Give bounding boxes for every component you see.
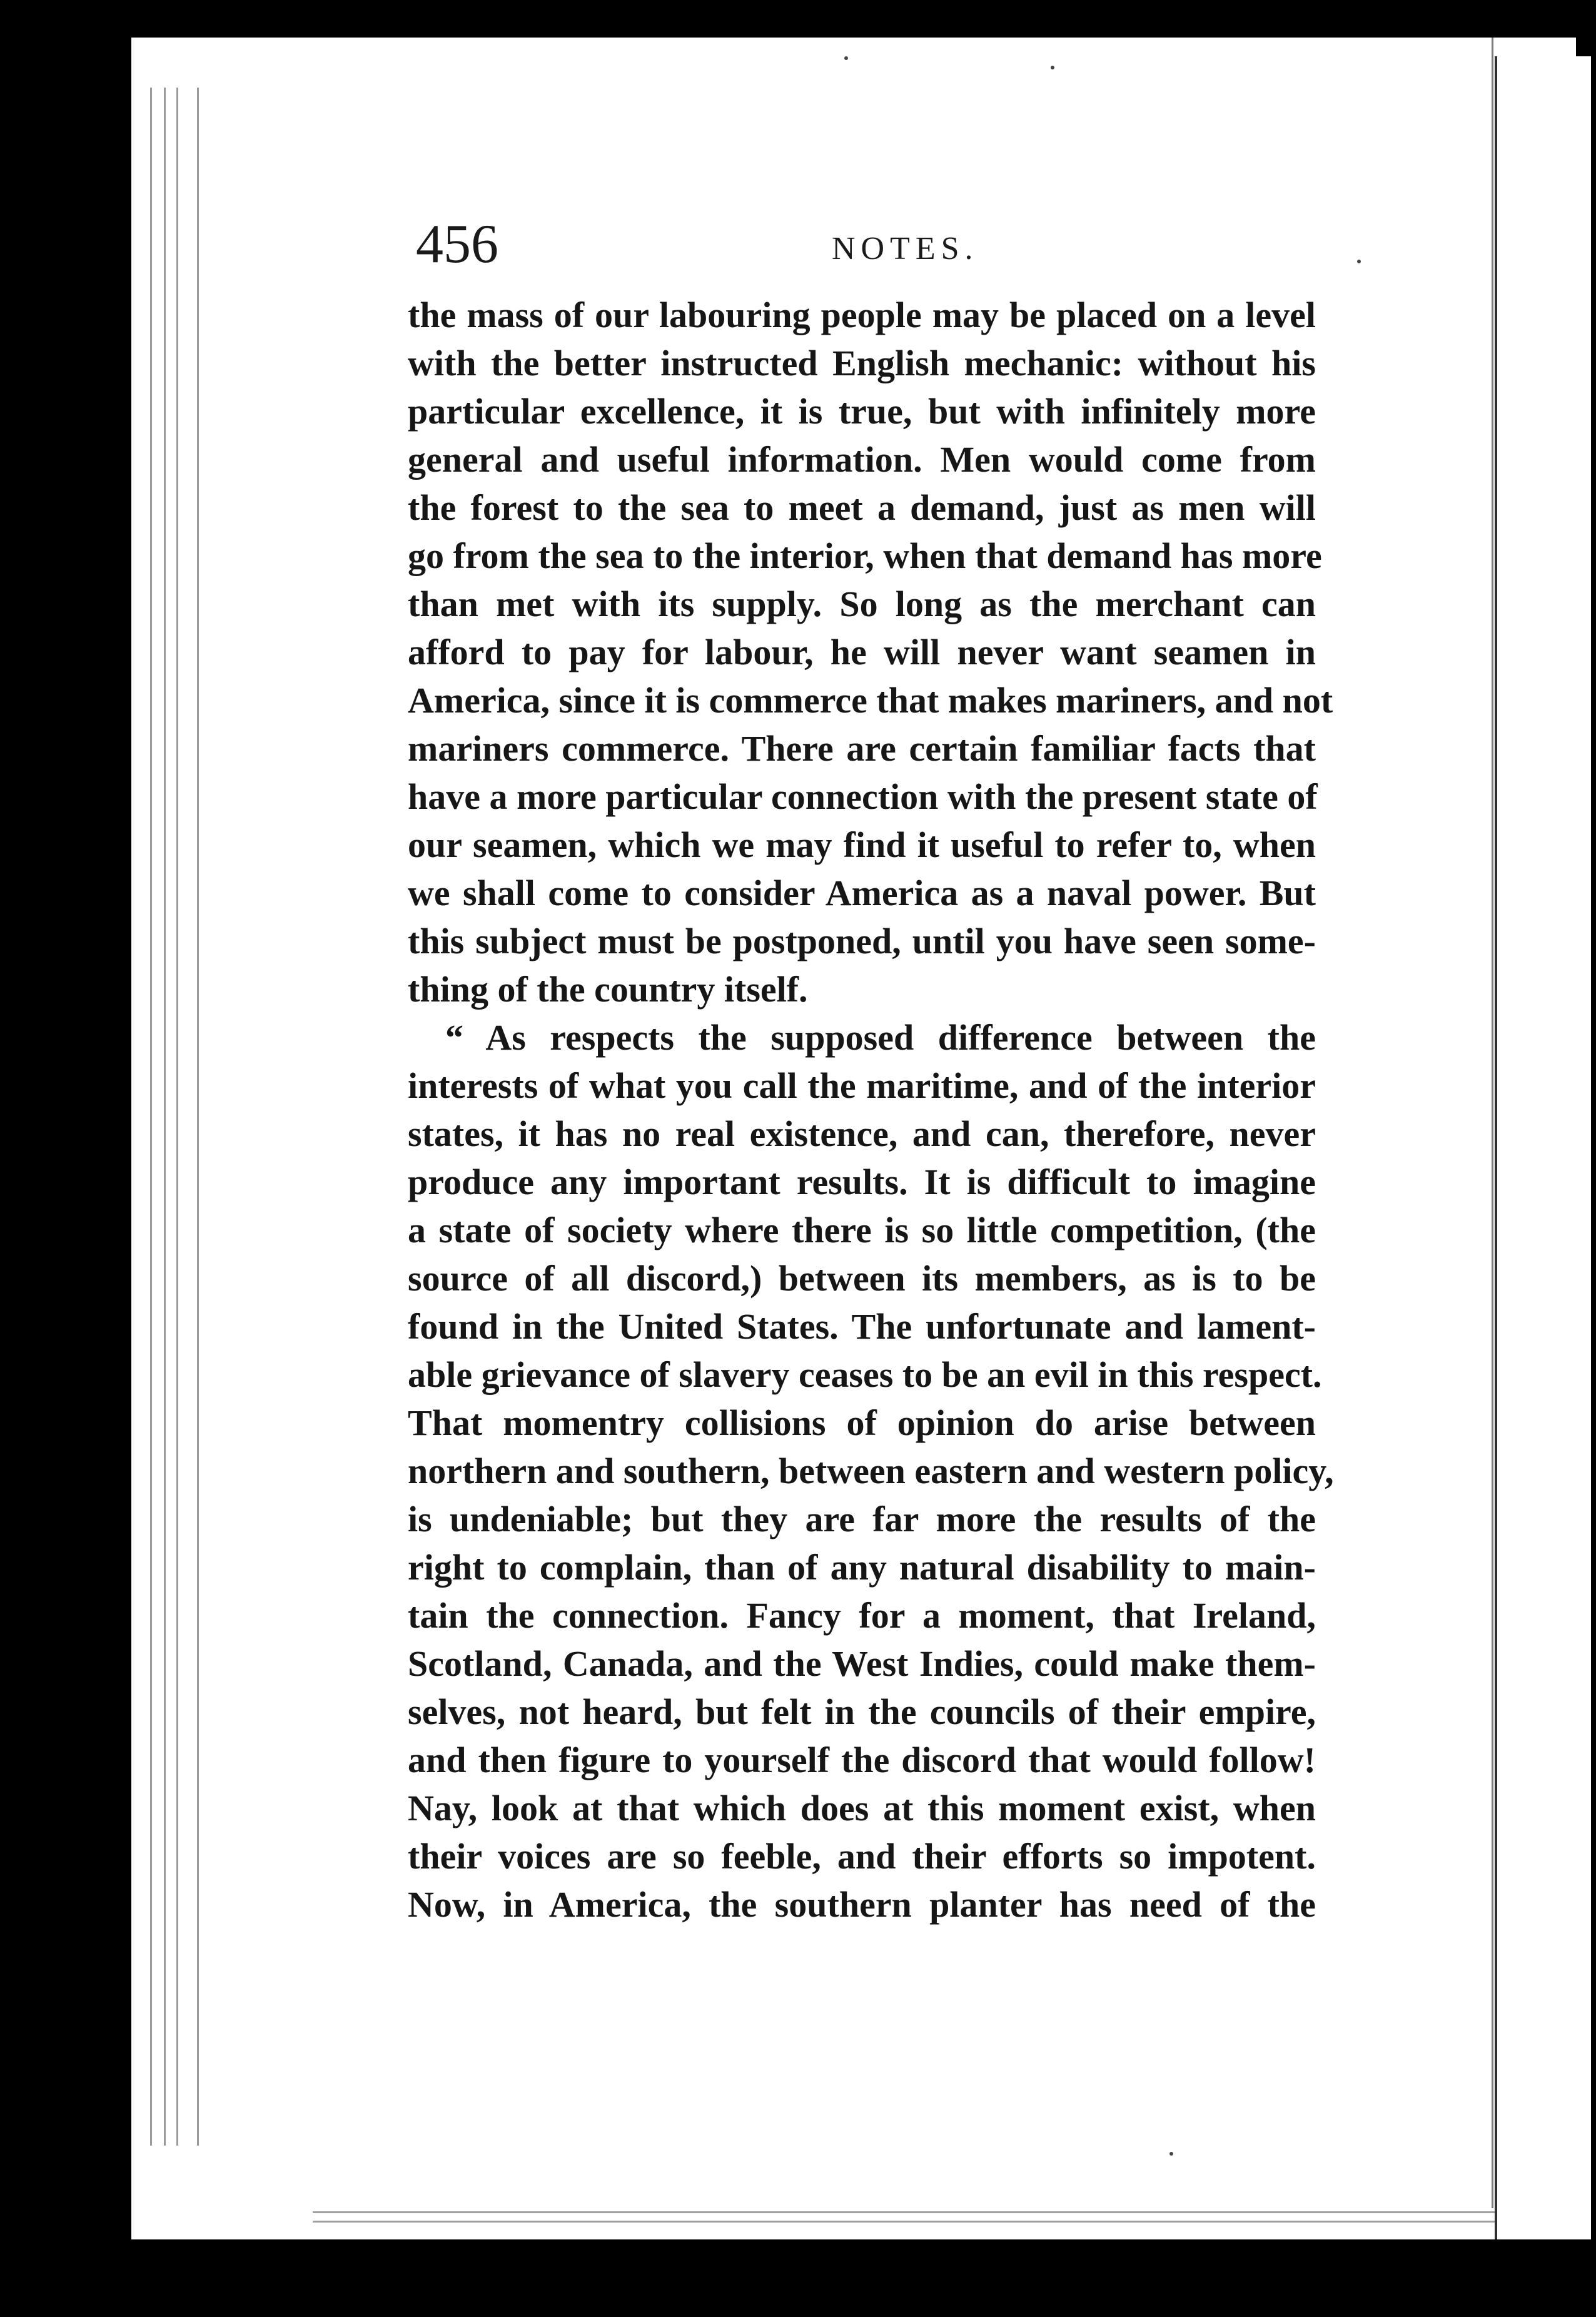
scan-frame	[131, 38, 1576, 2239]
book-edge-line	[176, 88, 178, 2146]
text-line: is undeniable; but they are far more the results of the	[408, 1499, 1316, 1539]
text-line: mariners commerce. There are certain familiar facts that	[408, 728, 1316, 769]
text-line: the mass of our labouring people may be placed on a level	[408, 295, 1316, 335]
text-line: America, since it is commerce that makes mariners, and not	[408, 680, 1333, 721]
running-head: NOTES.	[832, 231, 979, 266]
text-line: selves, not heard, but felt in the councils of their empire,	[408, 1691, 1316, 1732]
text-line: than met with its supply. So long as the merchant can	[408, 584, 1316, 624]
text-line: thing of the country itself.	[408, 969, 808, 1010]
text-line: and then figure to yourself the discord that would follow!	[408, 1740, 1316, 1780]
book-edge-line	[197, 88, 199, 2146]
text-line: general and useful information. Men would come from	[408, 439, 1316, 480]
text-line: “ As respects the supposed difference between the	[445, 1017, 1316, 1058]
book-edge-line	[150, 88, 152, 2146]
scan-speck	[844, 56, 848, 60]
text-line: Scotland, Canada, and the West Indies, could make them-	[408, 1643, 1316, 1684]
page-number: 456	[416, 214, 498, 275]
paragraph-quote	[408, 1013, 1334, 1929]
text-line: with the better instructed English mechanic: without his	[408, 343, 1316, 383]
scan-speck	[1169, 2152, 1173, 2156]
bottom-edge-line	[313, 2211, 1576, 2213]
paragraph-continued	[408, 291, 1333, 1013]
text-line: source of all discord,) between its members, as is to be	[408, 1258, 1316, 1299]
text-line: go from the sea to the interior, when that demand has more	[408, 535, 1322, 576]
text-line: the forest to the sea to meet a demand, just as men will	[408, 487, 1316, 528]
scan-speck	[1051, 66, 1054, 69]
text-line: interests of what you call the maritime, and of the interior	[408, 1065, 1316, 1106]
text-line: a state of society where there is so little competition, (the	[408, 1210, 1316, 1250]
text-line: states, it has no real existence, and can, therefore, never	[408, 1113, 1316, 1154]
text-line: found in the United States. The unfortunate and lament-	[408, 1306, 1316, 1347]
page-body	[408, 291, 1334, 1929]
text-line: right to complain, than of any natural disability to main-	[408, 1547, 1316, 1588]
text-line: afford to pay for labour, he will never want seamen in	[408, 632, 1316, 672]
text-line: their voices are so feeble, and their efforts so impotent.	[408, 1836, 1316, 1877]
book-page	[219, 38, 1493, 2208]
text-line: particular excellence, it is true, but with infinitely more	[408, 391, 1316, 432]
text-line: Nay, look at that which does at this moment exist, when	[408, 1788, 1316, 1828]
text-line: this subject must be postponed, until you have seen some-	[408, 921, 1316, 961]
bottom-edge-line	[313, 2221, 1576, 2223]
scan-speck	[1357, 260, 1361, 263]
text-line: produce any important results. It is difficult to imagine	[408, 1162, 1316, 1202]
next-page-edge	[1495, 56, 1591, 2239]
text-line: northern and southern, between eastern and western policy,	[408, 1451, 1334, 1491]
text-line: tain the connection. Fancy for a moment, that Ireland,	[408, 1595, 1316, 1636]
book-edge-line	[164, 88, 166, 2146]
text-line: That momentry collisions of opinion do arise between	[408, 1402, 1316, 1443]
text-line: Now, in America, the southern planter has need of the	[408, 1884, 1316, 1925]
text-line: have a more particular connection with the present state of	[408, 776, 1318, 817]
text-line: our seamen, which we may find it useful to refer to, when	[408, 824, 1316, 865]
text-line: able grievance of slavery ceases to be an evil in this respect.	[408, 1354, 1322, 1395]
text-line: we shall come to consider America as a naval power. But	[408, 873, 1316, 913]
page-header	[416, 213, 1479, 294]
